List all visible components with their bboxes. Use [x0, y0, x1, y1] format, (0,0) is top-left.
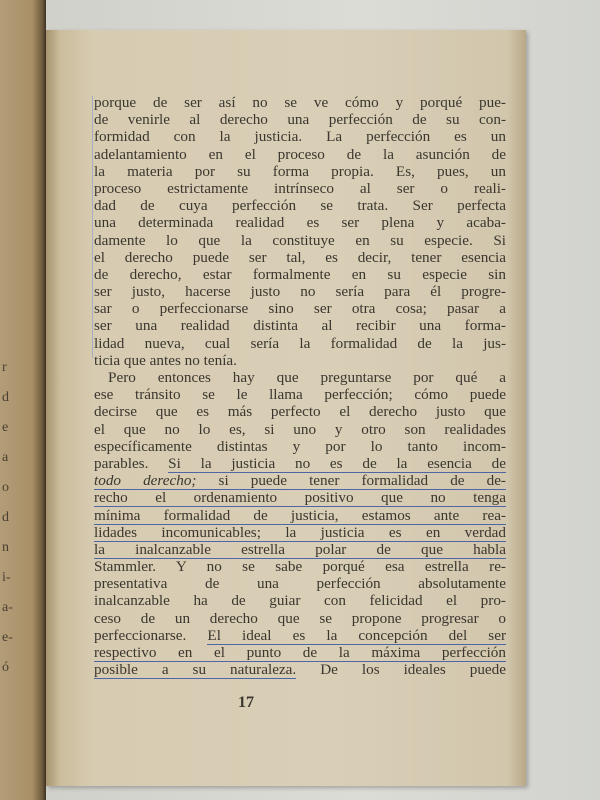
text-segment: ese tránsito se le llama perfección; cómo puede: [94, 386, 506, 404]
text-line: [94, 661, 506, 678]
text-line: [94, 352, 506, 369]
text-line: [94, 197, 506, 214]
text-line: [94, 644, 506, 661]
text-line: [94, 249, 506, 266]
underlined-text: El ideal es la concepción del ser: [207, 626, 506, 644]
left-page-fragment: e-: [2, 630, 13, 645]
left-page-fragment: e: [2, 420, 9, 435]
text-segment: presentativa de una perfección absolutamente: [94, 575, 506, 593]
text-line: [94, 524, 506, 541]
text-line: [94, 421, 506, 438]
text-line: [94, 180, 506, 197]
text-line: [94, 592, 506, 609]
text-segment: ticia que antes no tenía.: [94, 351, 237, 369]
text-segment: sar o perfeccionarse sino ser otra cosa; pasar a: [94, 300, 506, 318]
text-line: [94, 455, 506, 472]
text-segment: perfeccionarse.: [94, 626, 208, 644]
underlined-text: lidades incomunicables; la justicia es en verdad: [94, 523, 506, 541]
text-line: [94, 335, 506, 352]
text-line: [94, 163, 506, 180]
text-line: [94, 386, 506, 403]
text-line: [94, 266, 506, 283]
left-page-fragment: ó: [2, 660, 9, 675]
underlined-text: todo derecho;: [94, 472, 197, 490]
text-segment: damente lo que la constituye en su especie. Si: [94, 231, 506, 249]
left-page-fragment: o: [2, 480, 9, 495]
underlined-text: la inalcanzable estrella polar de que habla: [94, 540, 506, 558]
text-segment: lidad nueva, cual sería la formalidad de la jus-: [94, 334, 506, 352]
text-segment: De los ideales puede: [296, 661, 506, 679]
text-line: [94, 541, 506, 558]
text-segment: una determinada realidad es ser plena y acaba-: [94, 214, 506, 232]
text-segment: específicamente distintas y por lo tanto incom-: [94, 437, 506, 455]
text-line: [94, 403, 506, 420]
underlined-text: respectivo en el punto de la máxima perfección: [94, 644, 506, 661]
text-line: [94, 610, 506, 627]
text-line: [94, 214, 506, 231]
text-line: [94, 575, 506, 592]
underlined-text: Si la justicia no es de la esencia de: [168, 454, 506, 472]
text-segment: de venirle al derecho una perfección de su con-: [94, 111, 506, 129]
text-segment: proceso estrictamente intrínseco al ser o reali-: [94, 179, 506, 197]
text-segment: la materia por su forma propia. Es, pues, un: [94, 162, 506, 180]
left-page-fragment: d: [2, 510, 9, 525]
text-line: [94, 438, 506, 455]
left-page-fragment: i-: [2, 570, 11, 585]
underlined-text: mínima formalidad de justicia, estamos ante rea-: [94, 506, 506, 524]
text-segment: ceso de un derecho que se propone progresar o: [94, 609, 506, 627]
left-page-fragment: r: [2, 360, 7, 375]
text-segment: formidad con la justicia. La perfección es un: [94, 128, 506, 146]
left-page-fragment: d: [2, 390, 9, 405]
text-segment: adelantamiento en el proceso de la asunción de: [94, 145, 506, 163]
text-line: [94, 232, 506, 249]
text-line: [94, 558, 506, 575]
text-segment: ser una realidad distinta al recibir una forma-: [94, 317, 506, 335]
text-segment: porque de ser así no se ve cómo y porqué pue-: [94, 94, 506, 111]
text-segment: dad de cuya perfección se trata. Ser perfecta: [94, 197, 506, 215]
text-line: [94, 472, 506, 489]
text-segment: inalcanzable ha de guiar con felicidad el pro-: [94, 592, 506, 610]
text-segment: ser justo, hacerse justo no sería para él progre-: [94, 283, 506, 301]
text-segment: el derecho puede ser tal, es decir, tener esencia: [94, 248, 506, 266]
underlined-text: recho el ordenamiento positivo que no tenga: [94, 489, 506, 507]
text-line: [94, 111, 506, 128]
text-segment: decirse que es más perfecto el derecho justo que: [94, 403, 506, 421]
text-segment: parables.: [94, 454, 169, 472]
text-line: [94, 300, 506, 317]
underlined-text: si puede tener formalidad de de-: [196, 472, 506, 490]
text-segment: Stammler. Y no se sabe porqué esa estrella re-: [94, 558, 506, 576]
left-page-edge: [0, 0, 46, 800]
text-line: [94, 507, 506, 524]
text-segment: Pero entonces hay que preguntarse por qué a: [108, 369, 506, 386]
left-page-fragment: n: [2, 540, 9, 555]
text-line: [94, 283, 506, 300]
text-line: [94, 146, 506, 163]
text-line: [94, 489, 506, 506]
underlined-text: posible a su naturaleza.: [94, 661, 297, 679]
left-page-fragment: a: [2, 450, 9, 465]
text-line: [94, 128, 506, 145]
text-line: [94, 627, 506, 644]
page-number: 17: [238, 694, 254, 711]
text-line: [94, 94, 506, 111]
text-line: [94, 369, 506, 386]
text-segment: el que no lo es, si uno y otro son realidades: [94, 420, 506, 438]
left-page-fragment: a-: [2, 600, 13, 615]
pen-margin-mark: [92, 96, 93, 358]
text-line: [94, 317, 506, 334]
page-body-text: [94, 94, 506, 678]
text-segment: de derecho, estar formalmente en su especie sin: [94, 265, 506, 283]
